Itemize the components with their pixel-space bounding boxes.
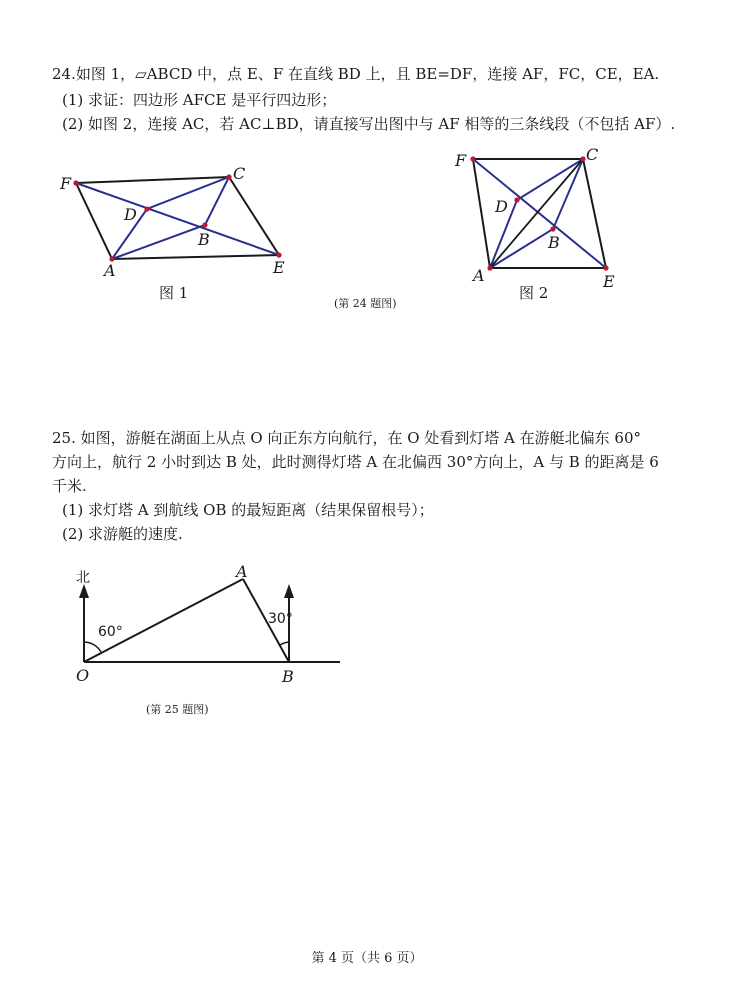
label-a-2: A <box>473 266 485 285</box>
fig2-caption: 图 2 <box>519 284 549 302</box>
north-label: 北 <box>76 570 90 586</box>
angle-label-b: 30° <box>268 611 293 627</box>
north-arrowhead-b <box>284 584 294 598</box>
label-f-2: F <box>455 151 467 170</box>
q25-line1: 25. 如图，游艇在湖面上从点 O 向正东方向航行，在 O 处看到灯塔 A 在游艇北偏东 60° <box>52 429 642 447</box>
label-b-25: B <box>282 667 294 686</box>
fig1-caption: 图 1 <box>159 284 189 302</box>
q25-part1: (1) 求灯塔 A 到航线 OB 的最短距离（结果保留根号）； <box>62 501 434 519</box>
q25-line3: 千米. <box>52 477 87 495</box>
q25-part2: (2) 求游艇的速度. <box>62 525 183 543</box>
north-arrowhead-o <box>79 584 89 598</box>
label-a-25: A <box>236 562 248 581</box>
angle-label-o: 60° <box>98 624 123 640</box>
label-o: O <box>76 666 90 685</box>
label-f: F <box>60 174 72 193</box>
q24-figure-caption: (第 24 题图) <box>334 297 397 310</box>
angle-arc-o <box>84 642 101 652</box>
q24-stem: 24.如图 1，▱ABCD 中，点 E、F 在直线 BD 上，且 BE=DF，连接 AF，FC，CE，EA. <box>52 65 660 83</box>
label-d-2: D <box>495 197 508 216</box>
label-e: E <box>273 258 285 277</box>
q25-line2: 方向上，航行 2 小时到达 B 处，此时测得灯塔 A 在北偏西 30°方向上，A 与 B 的距离是 6 <box>52 453 659 471</box>
angle-arc-b <box>280 642 289 645</box>
q24-part1: (1) 求证：四边形 AFCE 是平行四边形； <box>62 91 337 109</box>
label-e-2: E <box>603 272 615 291</box>
label-a: A <box>104 261 116 280</box>
line-oa <box>84 579 243 662</box>
q25-figure-caption: (第 25 题图) <box>146 703 209 716</box>
q24-part2: (2) 如图 2，连接 AC，若 AC⊥BD，请直接写出图中与 AF 相等的三条线段（不包括 AF）. <box>62 115 676 133</box>
label-d: D <box>124 205 137 224</box>
label-b: B <box>198 230 210 249</box>
label-c-2: C <box>586 145 599 164</box>
label-b-2: B <box>548 233 560 252</box>
page-footer: 第 4 页（共 6 页） <box>311 951 423 966</box>
label-c: C <box>233 164 246 183</box>
